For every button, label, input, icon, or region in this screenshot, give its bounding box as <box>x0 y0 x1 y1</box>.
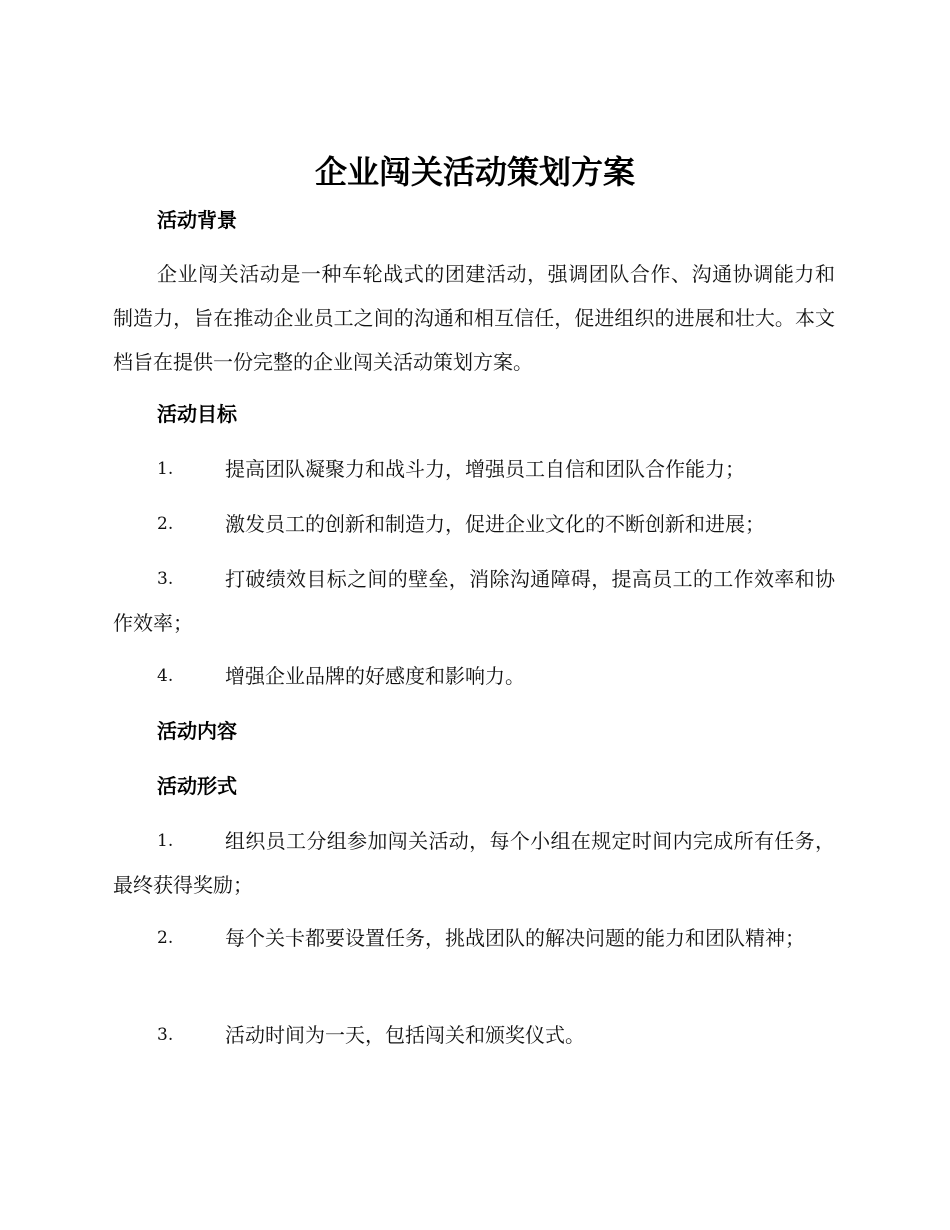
format-item-text-3: 活动时间为一天，包括闯关和颁奖仪式。 <box>225 1023 585 1047</box>
goal-item-number-3: 3. <box>157 569 174 589</box>
heading-content: 活动内容 <box>157 719 237 743</box>
document-title: 企业闯关活动策划方案 <box>314 153 635 191</box>
format-item-text-1: 组织员工分组参加闯关活动，每个小组在规定时间内完成所有任务，最终获得奖励； <box>113 829 835 897</box>
goal-item-number-2: 2. <box>157 514 174 534</box>
format-item-number-2: 2. <box>157 928 174 948</box>
heading-background: 活动背景 <box>157 208 237 232</box>
goal-item-number-4: 4. <box>157 666 174 686</box>
goal-item-text-1: 提高团队凝聚力和战斗力，增强员工自信和团队合作能力； <box>225 457 745 481</box>
heading-goals: 活动目标 <box>157 402 237 426</box>
background-paragraph: 企业闯关活动是一种车轮战式的团建活动，强调团队合作、沟通协调能力和制造力，旨在推动企业员工之间的沟通和相互信任，促进组织的进展和壮大。本文档旨在提供一份完整的企业闯关活动策划方案。 <box>113 262 835 374</box>
format-item-number-1: 1. <box>157 831 174 851</box>
heading-format: 活动形式 <box>157 774 237 798</box>
goal-item-text-2: 激发员工的创新和制造力，促进企业文化的不断创新和进展； <box>225 512 765 536</box>
format-item-text-2: 每个关卡都要设置任务，挑战团队的解决问题的能力和团队精神； <box>225 926 805 950</box>
goal-item-text-4: 增强企业品牌的好感度和影响力。 <box>225 664 525 688</box>
goal-item-text-3: 打破绩效目标之间的壁垒，消除沟通障碍，提高员工的工作效率和协作效率； <box>113 567 835 635</box>
format-item-number-3: 3. <box>157 1025 174 1045</box>
goal-item-number-1: 1. <box>157 459 174 479</box>
